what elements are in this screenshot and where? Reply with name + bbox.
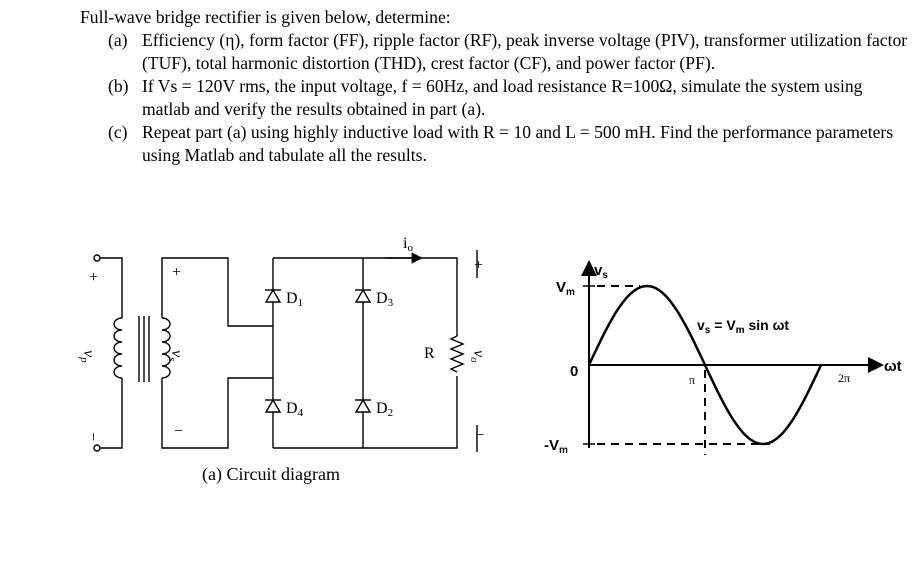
diode-d2-label: D2 xyxy=(376,400,394,419)
load-resistor xyxy=(451,336,463,372)
output-plus: + xyxy=(474,257,484,274)
diode-d4-label: D4 xyxy=(286,400,304,419)
resistor-label: R xyxy=(424,345,435,362)
output-minus: − xyxy=(475,427,485,444)
pi-label: π xyxy=(689,373,696,387)
diode-d3-label: D3 xyxy=(376,290,394,309)
neg-vm-label: $-V_m$ xyxy=(544,437,568,456)
problem-intro: Full-wave bridge rectifier is given below, determine: xyxy=(80,7,451,27)
secondary-voltage-label: vs xyxy=(166,350,185,362)
waveform-plot xyxy=(583,264,880,455)
part-c-label: (c) xyxy=(108,122,128,142)
diode-d1-label: D1 xyxy=(286,290,304,309)
current-label: io xyxy=(403,235,413,254)
circuit-diagram xyxy=(94,250,477,452)
part-b-text: If Vs = 120V rms, the input voltage, f = 60Hz, and load resistance R=100Ω, simulate the system using matlab and verify the results obtained in part (a). xyxy=(142,76,863,119)
part-b-label: (b) xyxy=(108,76,129,96)
vm-label: $V_m$ xyxy=(556,279,575,298)
diode-d4 xyxy=(265,400,281,412)
part-c-text: Repeat part (a) using highly inductive load with R = 10 and L = 500 mH. Find the performance parameters using Matlab and tabulate all the results. xyxy=(142,122,894,165)
primary-winding xyxy=(94,255,122,451)
output-voltage-label: vo xyxy=(468,350,487,363)
diode-d3 xyxy=(355,290,371,302)
part-a-text: Efficiency (η), form factor (FF), ripple factor (RF), peak inverse voltage (PIV), transformer utilization factor (TUF), total harmonic distortion (THD), crest factor (CF), and power factor (PF). xyxy=(142,30,908,73)
part-a-label: (a) xyxy=(108,30,128,50)
secondary-plus: + xyxy=(172,264,182,281)
transformer-core xyxy=(139,316,149,382)
waveform-labels xyxy=(544,262,902,456)
circuit-caption: (a) Circuit diagram xyxy=(202,464,340,484)
primary-terminal-bottom xyxy=(94,445,100,451)
equation-label: $v_s = V_m$ sin ωt xyxy=(697,317,790,336)
primary-terminal-top xyxy=(94,255,100,261)
diode-d1 xyxy=(265,290,281,302)
primary-minus: − xyxy=(84,432,101,442)
two-pi-label: 2π xyxy=(838,371,851,385)
primary-voltage-label: vp xyxy=(78,350,97,363)
primary-plus: + xyxy=(84,272,101,282)
vs-axis-label: $v_s$ xyxy=(594,262,608,281)
zero-label: 0 xyxy=(570,363,579,380)
secondary-minus: − xyxy=(174,423,184,440)
diode-d2 xyxy=(355,400,371,412)
omega-t-label: ωt xyxy=(884,358,902,375)
